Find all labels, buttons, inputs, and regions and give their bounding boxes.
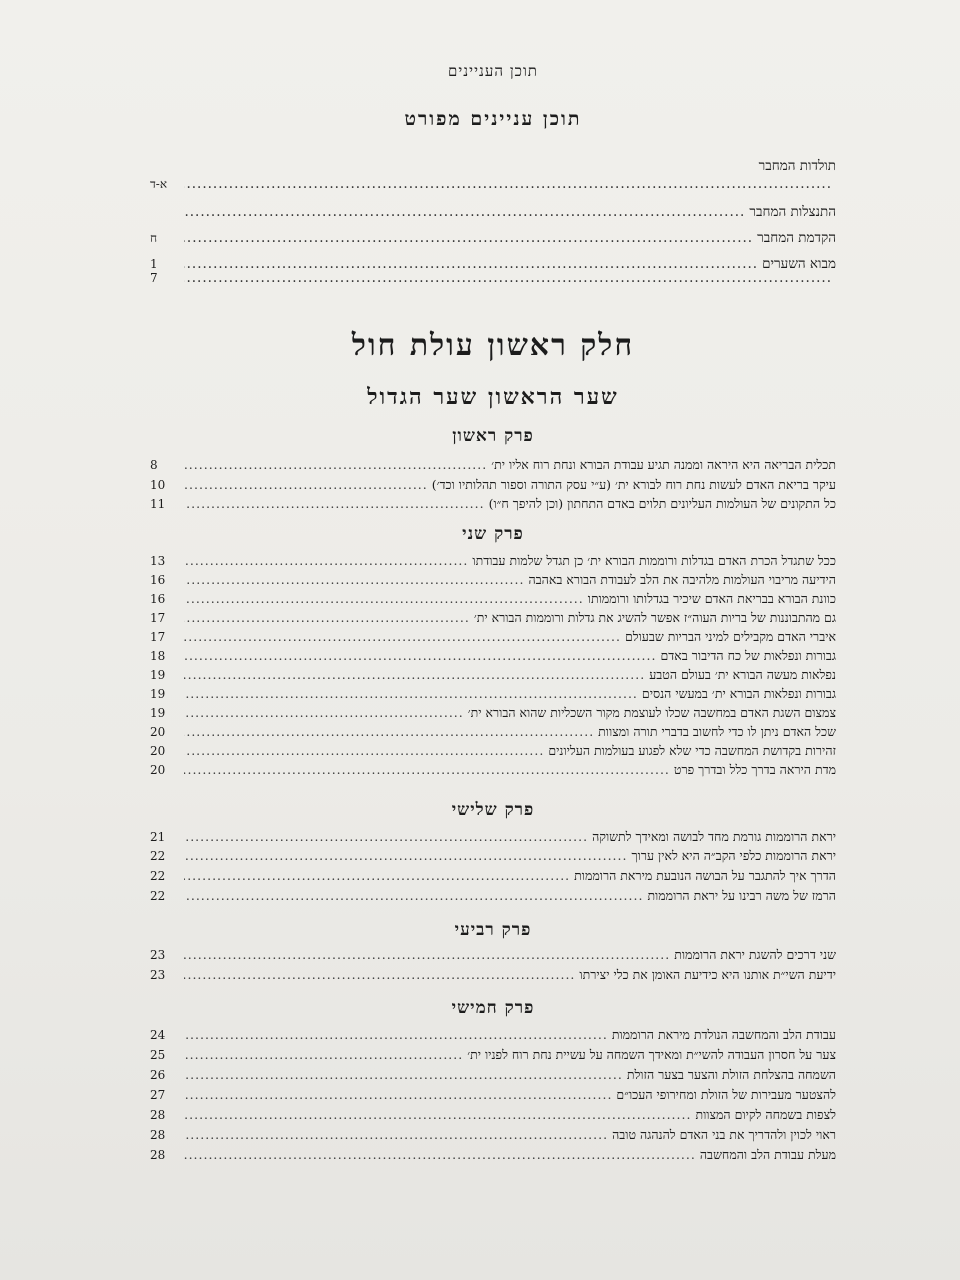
toc-entry [150,1146,836,1164]
entry-page: 19 [150,668,166,682]
entry-page: 28 [150,1148,166,1162]
entry-title: יראת הרוממות כלפי הקב״ה היא לאין ערוך [631,848,836,863]
dot-leader [184,1046,463,1063]
entry-title: גבורות ונפלאות של כח הדיבור באדם [660,648,836,663]
entry-title: תכלית הבריאה היא היראה וממנה תגיע עבודת הבורא ונחת רוח אליו ית׳ [491,457,836,472]
dot-leader [184,590,584,607]
entry-page: 17 [150,611,166,625]
entry-page: 19 [150,687,166,701]
chapter-heading: פרק שני [462,524,524,544]
toc-entry [150,590,836,608]
entry-page: 25 [150,1048,166,1062]
entry-page: ח [150,231,158,245]
entry-page: 16 [150,592,166,606]
entry-page: א-ד [150,177,168,191]
toc-entry [150,946,836,964]
entry-title: מעלת עבודת הלב והמחשבה [699,1147,836,1162]
entry-page: 20 [150,744,166,758]
entry-title: ראוי לכוין ולהדריך את בני האדם להנהגה טובה [612,1127,836,1142]
entry-page: 13 [150,554,166,568]
entry-page: 27 [150,1088,166,1102]
toc-entry [150,966,836,984]
dot-leader [184,571,524,588]
dot-leader [184,761,670,778]
toc-entry [150,742,836,760]
dot-leader [184,176,832,193]
dot-leader [184,230,753,247]
dot-leader [184,1086,612,1103]
entry-title: איברי האדם מקבילים למיני הבריות שבעולם [624,629,836,644]
entry-page: 19 [150,706,166,720]
part-title: חלק ראשון עולת חול [351,328,635,363]
toc-entry [150,1106,836,1124]
toc-entry [150,723,836,741]
entry-title: יראת הרוממות גורמת מחד לבושה ומאידך לתשוקה [592,829,836,844]
entry-title: השמחה בהצלחת הזולת והצער בצער הזולת [626,1067,836,1082]
entry-title: מדת היראה בדרך כלל ובדרך פרט [673,762,836,777]
running-head: תוכן העניינים [448,62,538,80]
entry-page: 8 [150,458,158,472]
toc-entry [150,666,836,684]
dot-leader [184,609,470,626]
entry-title: נפלאות מעשה הבורא ית׳ בעולם הטבע [649,667,836,682]
dot-leader [184,476,428,493]
dot-leader [184,966,575,983]
entry-title: הקדמת המחבר [757,230,836,246]
dot-leader [184,1026,608,1043]
entry-title: להצטער מעבירות של הזולת ומחירופי העכו״ם [616,1087,836,1102]
toc-entry [150,1086,836,1104]
toc-entry [150,867,836,885]
toc-entry [150,476,836,494]
toc-entry [150,1026,836,1044]
entry-page: 22 [150,889,166,903]
entry-title: הידיעה מריבוי העולמות מלהיבה את הלב לעבודת הבורא באהבה [528,572,836,587]
toc-entry [150,609,836,627]
entry-title: עיקר בריאת האדם לעשות נחת רוח לבורא ית׳ (ע״י עסק התורה וספור תהלותיו וכד׳) [431,477,836,492]
entry-title: כוונת הבורא בבריאת האדם שיכיר בגדלותו ורוממותו [587,591,836,606]
toc-entry-front-2 [150,204,836,221]
dot-leader [184,270,832,287]
gate-title: שער הראשון שער הגדול [367,384,619,410]
entry-title: מבוא השערים [762,256,836,272]
dot-leader [184,666,645,683]
toc-entry [150,685,836,703]
dot-leader [184,552,468,569]
chapter-heading: פרק שלישי [451,800,535,820]
dot-leader [184,685,638,702]
toc-entry-front-3 [150,230,836,247]
entry-title: תולדות המחבר [758,158,836,174]
entry-page: 23 [150,948,166,962]
toc-entry [150,828,836,846]
toc-entry [150,495,836,513]
entry-title: זהירות בקדושת המחשבה כדי שלא לפגוע בעולמות העליונים [548,743,836,758]
entry-title: התנצלות המחבר [749,204,836,220]
entry-page: 11 [150,497,166,511]
toc-entry-front-1-leader [150,176,836,193]
toc-entry-front-1 [150,158,836,175]
entry-title: שני דרכים להשגת יראת הרוממות [674,947,836,962]
dot-leader [184,704,464,721]
entry-page: 7 [150,271,158,285]
dot-leader [184,723,594,740]
entry-title: לצפות בשמחה לקיום המצוות [695,1107,836,1122]
entry-page: 22 [150,849,166,863]
toc-entry [150,647,836,665]
entry-title: כל התקונים של העולמות העליונים תלוים באדם התחתון (וכן להיפך ח״ו) [488,496,836,511]
chapter-heading: פרק רביעי [454,920,532,940]
dot-leader [184,204,745,221]
toc-entry [150,552,836,570]
toc-entry [150,704,836,722]
toc-entry [150,1046,836,1064]
toc-entry [150,1126,836,1144]
dot-leader [184,495,485,512]
entry-page: 22 [150,869,166,883]
entry-title: עבודת הלב והמחשבה הנולדת מיראת הרוממות [611,1027,836,1042]
dot-leader [184,887,643,904]
entry-title: גם מהתבוננות של בריות העוה״ז אפשר להשיג את גדלות ורוממות הבורא ית׳ [473,610,836,625]
entry-page: 10 [150,478,166,492]
entry-page: 24 [150,1028,166,1042]
chapter-heading: פרק חמישי [451,998,535,1018]
entry-page: 17 [150,630,166,644]
entry-page: 16 [150,573,166,587]
dot-leader [184,828,588,845]
entry-title: גבורות ונפלאות הבורא ית׳ במעשי הנסים [641,686,836,701]
dot-leader [184,742,544,759]
entry-title: צמצום השגת האדם במחשבה שכלו לעוצמת מקור השכליות שהוא הבורא ית׳ [467,705,836,720]
dot-leader [184,1146,696,1163]
toc-entry-front-5 [150,270,836,287]
dot-leader [184,946,670,963]
dot-leader [184,1126,608,1143]
dot-leader [184,456,487,473]
detailed-toc-title: תוכן עניינים מפורט [404,108,582,130]
entry-title: צער על חסרון העבודה להשי״ת ומאידך השמחה על עשיית נחת רוח לפניו ית׳ [467,1047,836,1062]
entry-page: 20 [150,763,166,777]
entry-page: 21 [150,830,166,844]
entry-page: 18 [150,649,166,663]
entry-page: 26 [150,1068,166,1082]
dot-leader [184,867,570,884]
entry-title: הרמז של משה רבינו על יראת הרוממות [647,888,836,903]
entry-page: 23 [150,968,166,982]
dot-leader [184,1066,623,1083]
toc-entry [150,761,836,779]
chapter-heading: פרק ראשון [452,426,534,446]
dot-leader [184,647,656,664]
entry-title: הדרך איך להתגבר על הבושה הנובעת מיראת הרוממות [574,868,836,883]
toc-entry [150,1066,836,1084]
toc-entry [150,887,836,905]
dot-leader [184,628,621,645]
entry-page: 1 [150,257,158,271]
dot-leader [184,1106,691,1123]
entry-title: שכל האדם ניתן לו כדי לחשוב בדברי תורה ומצוות [598,724,836,739]
entry-page: 28 [150,1108,166,1122]
toc-entry [150,571,836,589]
entry-page: 28 [150,1128,166,1142]
entry-title: ידיעת השי״ת אותנו היא כידיעת האומן את כלי יצירתו [579,967,836,982]
entry-title: ככל שתגדל הכרת האדם בגדלות ורוממות הבורא ית׳ כן תגדל שלמות עבודתו [472,553,836,568]
dot-leader [184,847,627,864]
entry-page: 20 [150,725,166,739]
toc-entry [150,847,836,865]
toc-entry [150,628,836,646]
toc-entry [150,456,836,474]
